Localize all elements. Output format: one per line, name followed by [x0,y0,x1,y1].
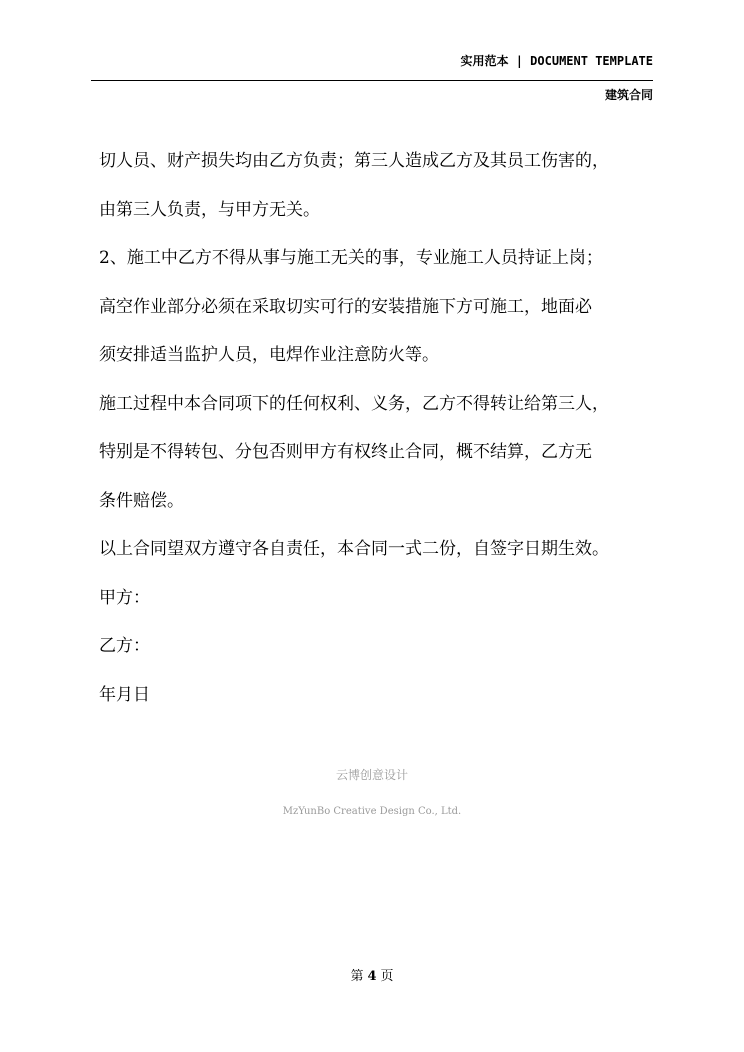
document-header-title: 实用范本 | DOCUMENT TEMPLATE [460,54,653,68]
company-name-en: MzYunBo Creative Design Co., Ltd. [282,806,462,817]
body-line: 由第三人负责，与甲方无关。 [99,199,320,220]
header-divider [91,80,653,81]
body-line: 以上合同望双方遵守各自责任，本合同一式二份，自签字日期生效。 [99,539,609,559]
body-line: 2、施工中乙方不得从事与施工无关的事，专业施工人员持证上岗； [99,248,603,268]
page-number [0,965,744,984]
party-a-label: 甲方： [99,587,150,608]
body-line: 须安排适当监护人员，电焊作业注意防火等。 [99,345,439,365]
page-prefix: 第 [350,969,364,984]
party-b-label: 乙方： [99,636,150,656]
document-category: 建筑合同 [604,88,653,102]
date-label: 年月日 [99,684,150,705]
body-line: 特别是不得转包、分包否则甲方有权终止合同，概不结算，乙方无 [99,442,592,462]
body-line: 施工过程中本合同项下的任何权利、义务，乙方不得转让给第三人， [99,393,609,414]
body-line: 高空作业部分必须在采取切实可行的安装措施下方可施工，地面必 [99,296,592,317]
company-name-cn: 云博创意设计 [335,768,408,782]
page-number-value: 4 [367,969,377,984]
contract-body [99,137,659,719]
body-line: 条件赔偿。 [99,490,184,511]
body-line: 切人员、财产损失均由乙方负责；第三人造成乙方及其员工伤害的， [99,151,609,171]
page-suffix: 页 [380,969,394,984]
